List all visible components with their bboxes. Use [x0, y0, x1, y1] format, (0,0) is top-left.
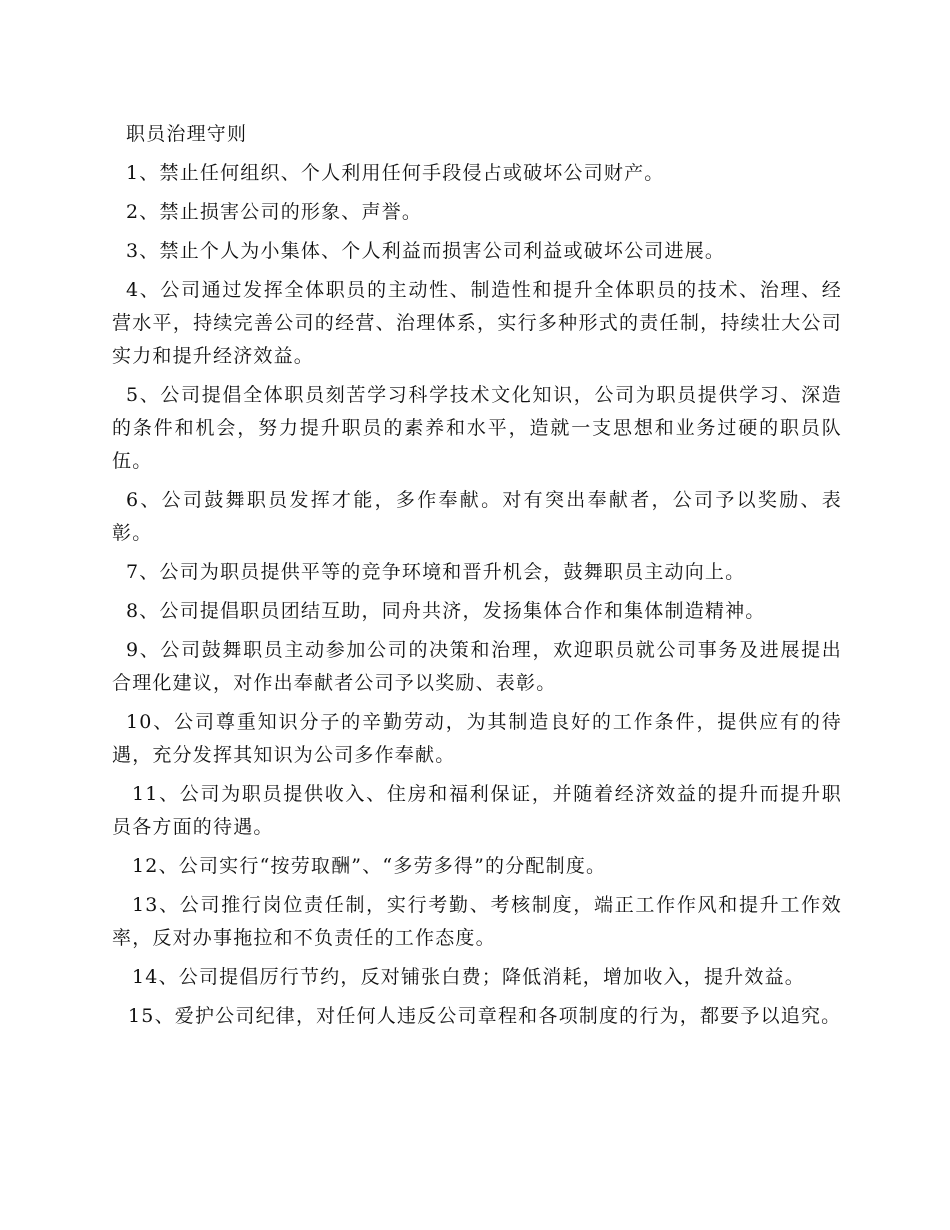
rule-item-1: 1、禁止任何组织、个人利用任何手段侵占或破坏公司财产。 [126, 162, 665, 184]
rule-item-12: 12、公司实行“按劳取酬”、“多劳多得”的分配制度。 [132, 855, 607, 877]
rule-item-5: 5、公司提倡全体职员刻苦学习科学技术文化知识，公司为职员提供学习、深造的条件和机会，努力提升职员的素养和水平，造就一支思想和业务过硬的职员队伍。 [112, 384, 842, 472]
rule-item-11: 11、公司为职员提供收入、住房和福利保证，并随着经济效益的提升而提升职员各方面的待遇。 [112, 783, 842, 838]
rule-item-6: 6、公司鼓舞职员发挥才能，多作奉献。对有突出奉献者，公司予以奖励、表彰。 [112, 489, 842, 544]
rule-item-13: 13、公司推行岗位责任制，实行考勤、考核制度，端正工作作风和提升工作效率，反对办事拖拉和不负责任的工作态度。 [112, 894, 842, 949]
rule-item-3: 3、禁止个人为小集体、个人利益而损害公司利益或破坏公司进展。 [126, 240, 726, 262]
rule-item-7: 7、公司为职员提供平等的竞争环境和晋升机会，鼓舞职员主动向上。 [126, 561, 746, 583]
rule-item-2: 2、禁止损害公司的形象、声誉。 [126, 201, 423, 223]
rule-item-9: 9、公司鼓舞职员主动参加公司的决策和治理，欢迎职员就公司事务及进展提出合理化建议，对作出奉献者公司予以奖励、表彰。 [112, 639, 842, 694]
rule-item-4: 4、公司通过发挥全体职员的主动性、制造性和提升全体职员的技术、治理、经营水平，持续完善公司的经营、治理体系，实行多种形式的责任制，持续壮大公司实力和提升经济效益。 [112, 279, 842, 367]
rule-item-8: 8、公司提倡职员团结互助，同舟共济，发扬集体合作和集体制造精神。 [126, 600, 766, 622]
rule-item-14: 14、公司提倡厉行节约，反对铺张白费；降低消耗，增加收入，提升效益。 [132, 966, 805, 988]
rule-item-10: 10、公司尊重知识分子的辛勤劳动，为其制造良好的工作条件，提供应有的待遇，充分发挥其知识为公司多作奉献。 [112, 711, 842, 766]
document-title: 职员治理守则 [126, 123, 248, 145]
rule-item-15: 15、爱护公司纪律，对任何人违反公司章程和各项制度的行为，都要予以追究。 [128, 1005, 842, 1027]
document-body [112, 118, 842, 1039]
